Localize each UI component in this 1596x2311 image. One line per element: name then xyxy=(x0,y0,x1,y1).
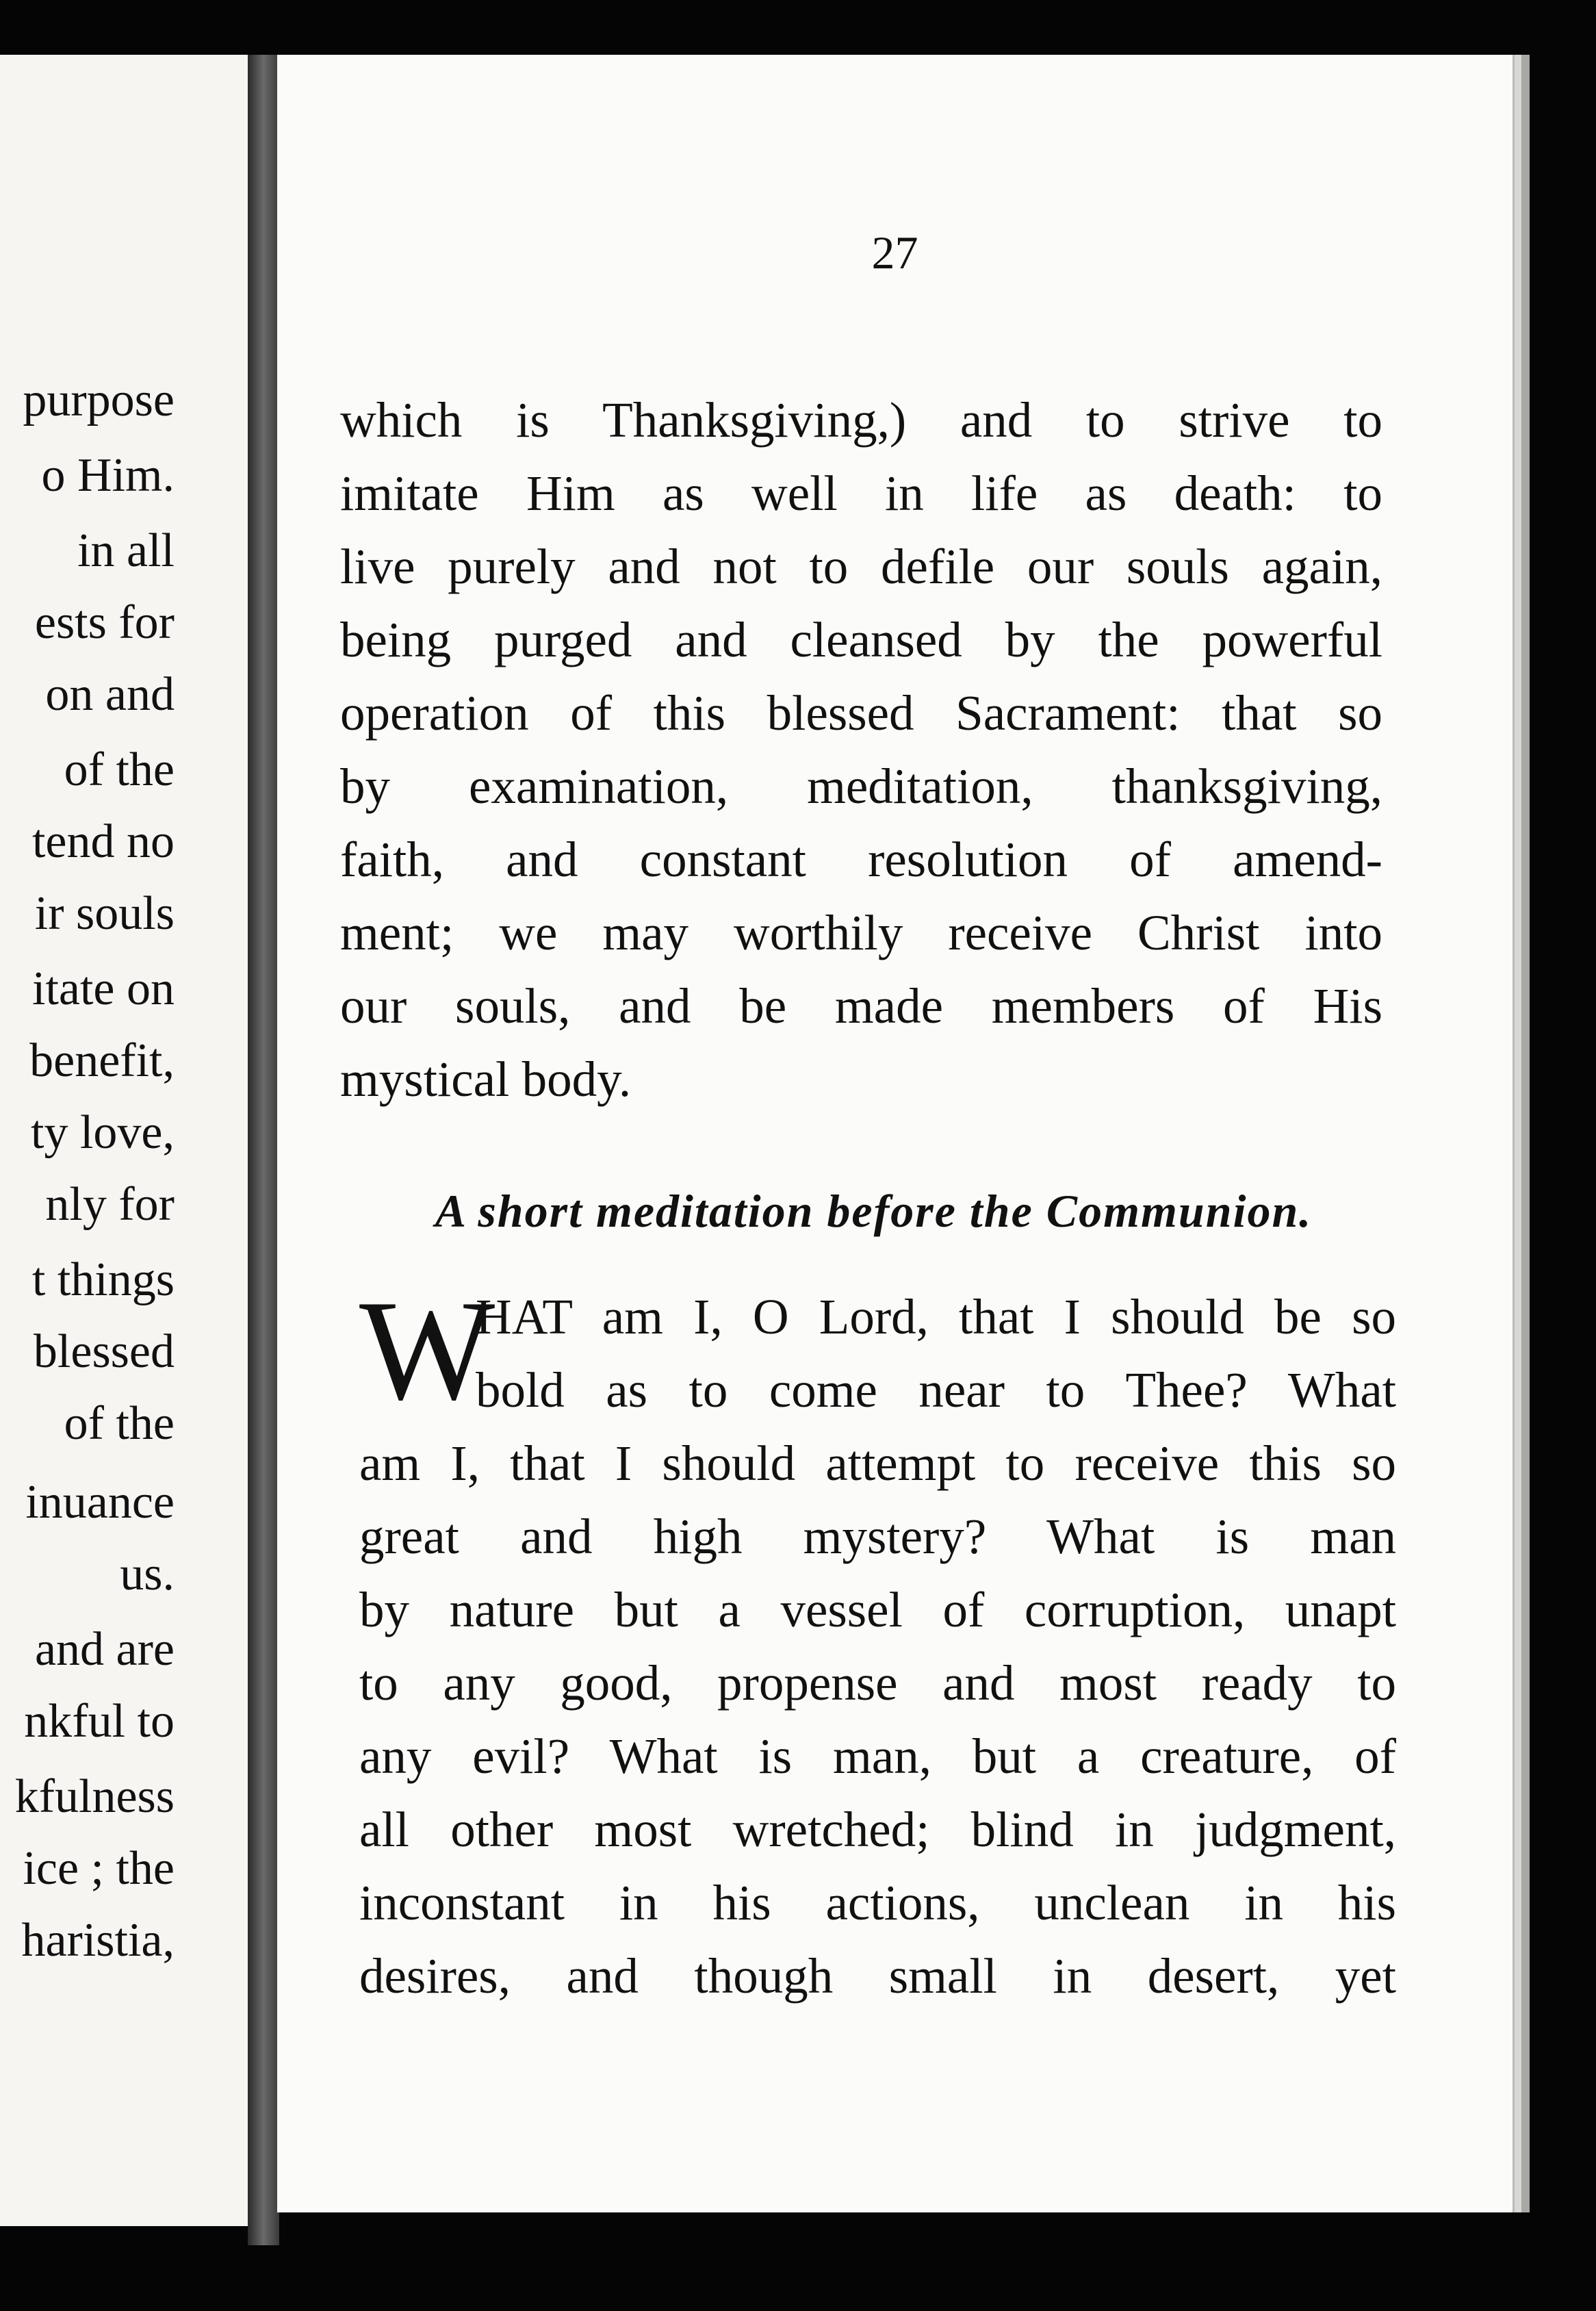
paragraph-line: desires, and though small in desert, yet xyxy=(359,1948,1396,2004)
left-page-line: ice ; the xyxy=(23,1842,175,1895)
paragraph-line: HAT am I, O Lord, that I should be so xyxy=(476,1289,1396,1344)
book-spine-gutter xyxy=(248,55,279,2245)
continued-paragraph xyxy=(340,383,1382,1116)
paragraph-line: mystical body. xyxy=(340,1051,632,1107)
left-page-line: kfulness xyxy=(14,1770,175,1823)
paragraph-line: to any good, propense and most ready to xyxy=(359,1655,1396,1711)
page-number: 27 xyxy=(871,227,918,279)
left-facing-page xyxy=(0,55,279,2226)
left-page-line: in all xyxy=(77,524,175,577)
left-page-line: of the xyxy=(64,743,175,796)
paragraph-line: ment; we may worthily receive Christ into xyxy=(340,905,1382,960)
paragraph-line: bold as to come near to Thee? What xyxy=(476,1362,1396,1418)
paragraph-line: am I, that I should attempt to receive this so xyxy=(359,1435,1396,1491)
paragraph-line: being purged and cleansed by the powerful xyxy=(340,612,1382,667)
paragraph-line: all other most wretched; blind in judgment, xyxy=(359,1802,1396,1857)
left-page-line: nkful to xyxy=(24,1695,175,1748)
meditation-paragraph xyxy=(359,1271,1396,2013)
paragraph-line: great and high mystery? What is man xyxy=(359,1509,1396,1564)
left-page-line: tend no xyxy=(31,815,175,868)
paragraph-line: by nature but a vessel of corruption, unapt xyxy=(359,1582,1396,1637)
paragraph-line: operation of this blessed Sacrament: that so xyxy=(340,685,1382,741)
left-page-line: ests for xyxy=(34,596,175,649)
left-page-line: us. xyxy=(120,1548,175,1600)
paragraph-line: our souls, and be made members of His xyxy=(340,978,1382,1034)
paragraph-line: faith, and constant resolution of amend- xyxy=(340,832,1382,887)
left-page-line: purpose xyxy=(23,374,175,426)
left-page-line: benefit, xyxy=(29,1034,175,1087)
drop-cap: W xyxy=(359,1271,495,1430)
paragraph-line: by examination, meditation, thanksgiving, xyxy=(340,758,1382,814)
left-page-line: of the xyxy=(64,1397,175,1450)
left-page-line: and are xyxy=(34,1623,175,1676)
left-page-line: ty love, xyxy=(31,1106,175,1159)
paragraph-line: imitate Him as well in life as death: to xyxy=(340,465,1382,521)
paragraph-line: any evil? What is man, but a creature, of xyxy=(359,1728,1396,1784)
left-page-line: inuance xyxy=(25,1476,175,1529)
left-page-line: nly for xyxy=(45,1178,175,1231)
section-heading: A short meditation before the Communion. xyxy=(435,1185,1313,1237)
right-page xyxy=(277,55,1515,2212)
left-page-line: blessed xyxy=(33,1325,175,1378)
left-page-line: on and xyxy=(45,668,175,721)
left-page-line: haristia, xyxy=(21,1914,175,1967)
paragraph-line: inconstant in his actions, unclean in his xyxy=(359,1875,1396,1930)
left-page-line: ir souls xyxy=(34,887,175,940)
paragraph-line: live purely and not to defile our souls again, xyxy=(340,539,1382,594)
drop-cap-block xyxy=(359,1271,1396,1430)
left-page-line: o Him. xyxy=(41,449,175,502)
paragraph-line: which is Thanksgiving,) and to strive to xyxy=(340,392,1382,448)
left-page-line: itate on xyxy=(32,962,175,1015)
left-page-line: t things xyxy=(31,1253,175,1306)
